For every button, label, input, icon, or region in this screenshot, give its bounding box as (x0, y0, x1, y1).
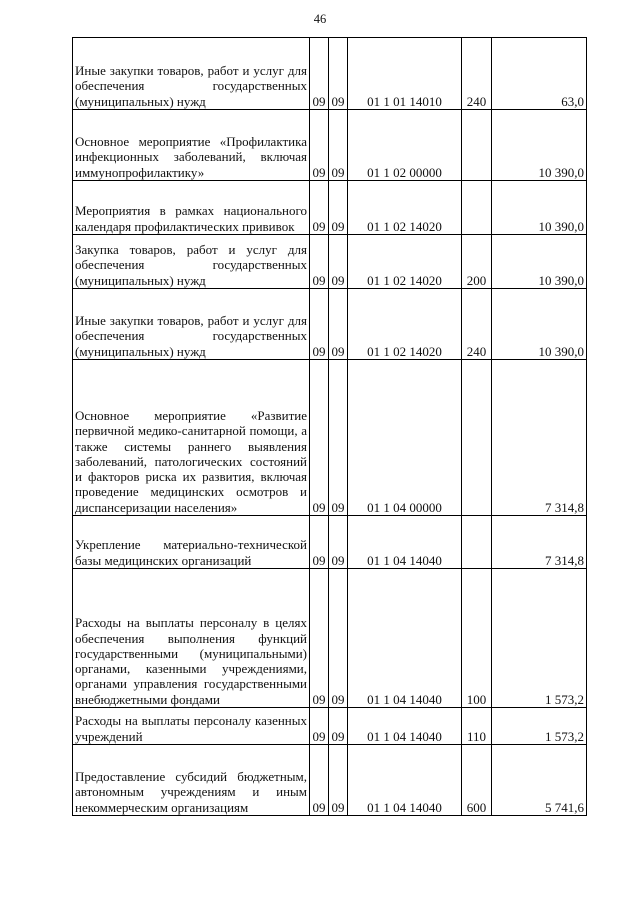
row-section: 09 (310, 745, 329, 816)
row-name: Иные закупки товаров, работ и услуг для обеспечения государственных (муниципальных) нужд (73, 38, 310, 110)
row-name: Расходы на выплаты персоналу в целях обеспечения выполнения функций государственными (муниципальными) органами, казенными учреждениями, органами управления государственными внебюджетными фондами (73, 569, 310, 708)
row-sum: 1 573,2 (492, 569, 587, 708)
row-sum: 5 741,6 (492, 745, 587, 816)
row-target-code: 01 1 02 14020 (348, 289, 462, 360)
row-expense-type: 240 (462, 289, 492, 360)
row-section: 09 (310, 569, 329, 708)
row-section: 09 (310, 235, 329, 289)
row-subsection: 09 (329, 235, 348, 289)
row-sum: 10 390,0 (492, 110, 587, 181)
table-row (73, 516, 587, 569)
row-sum: 10 390,0 (492, 181, 587, 235)
table-row (73, 708, 587, 745)
table-row (73, 569, 587, 708)
row-target-code: 01 1 02 00000 (348, 110, 462, 181)
row-sum: 7 314,8 (492, 516, 587, 569)
row-target-code: 01 1 02 14020 (348, 181, 462, 235)
table-row (73, 289, 587, 360)
budget-table (72, 37, 587, 816)
row-name: Основное мероприятие «Профилактика инфекционных заболеваний, включая иммунопрофилактику» (73, 110, 310, 181)
row-sum: 10 390,0 (492, 235, 587, 289)
row-target-code: 01 1 01 14010 (348, 38, 462, 110)
row-target-code: 01 1 04 14040 (348, 569, 462, 708)
row-section: 09 (310, 289, 329, 360)
row-expense-type: 600 (462, 745, 492, 816)
row-subsection: 09 (329, 569, 348, 708)
row-subsection: 09 (329, 745, 348, 816)
row-section: 09 (310, 38, 329, 110)
row-target-code: 01 1 04 14040 (348, 745, 462, 816)
row-subsection: 09 (329, 38, 348, 110)
table-row (73, 181, 587, 235)
row-target-code: 01 1 04 00000 (348, 360, 462, 516)
table-row (73, 745, 587, 816)
row-expense-type (462, 181, 492, 235)
row-name: Иные закупки товаров, работ и услуг для обеспечения государственных (муниципальных) нужд (73, 289, 310, 360)
row-expense-type: 200 (462, 235, 492, 289)
row-name: Мероприятия в рамках национального календаря профилактических прививок (73, 181, 310, 235)
row-subsection: 09 (329, 708, 348, 745)
row-expense-type (462, 110, 492, 181)
row-section: 09 (310, 516, 329, 569)
row-subsection: 09 (329, 181, 348, 235)
row-expense-type: 100 (462, 569, 492, 708)
row-sum: 7 314,8 (492, 360, 587, 516)
row-target-code: 01 1 04 14040 (348, 708, 462, 745)
row-expense-type: 110 (462, 708, 492, 745)
row-section: 09 (310, 360, 329, 516)
row-sum: 1 573,2 (492, 708, 587, 745)
row-name: Укрепление материально-технической базы медицинских организаций (73, 516, 310, 569)
row-sum: 63,0 (492, 38, 587, 110)
table-row (73, 235, 587, 289)
row-subsection: 09 (329, 289, 348, 360)
row-name: Предоставление субсидий бюджетным, автономным учреждениям и иным некоммерческим организациям (73, 745, 310, 816)
row-target-code: 01 1 02 14020 (348, 235, 462, 289)
row-target-code: 01 1 04 14040 (348, 516, 462, 569)
row-name: Расходы на выплаты персоналу казенных учреждений (73, 708, 310, 745)
row-name: Закупка товаров, работ и услуг для обеспечения государственных (муниципальных) нужд (73, 235, 310, 289)
table-row (73, 38, 587, 110)
table-row (73, 360, 587, 516)
row-subsection: 09 (329, 516, 348, 569)
table-row (73, 110, 587, 181)
row-section: 09 (310, 181, 329, 235)
row-sum: 10 390,0 (492, 289, 587, 360)
row-section: 09 (310, 708, 329, 745)
row-name: Основное мероприятие «Развитие первичной медико-санитарной помощи, а также системы раннего выявления заболеваний, патологических состояний и факторов риска их развития, включая проведение медицинских осмотров и диспансеризации населения» (73, 360, 310, 516)
row-section: 09 (310, 110, 329, 181)
row-expense-type: 240 (462, 38, 492, 110)
row-expense-type (462, 360, 492, 516)
row-subsection: 09 (329, 110, 348, 181)
row-expense-type (462, 516, 492, 569)
page-number: 46 (313, 12, 327, 26)
row-subsection: 09 (329, 360, 348, 516)
